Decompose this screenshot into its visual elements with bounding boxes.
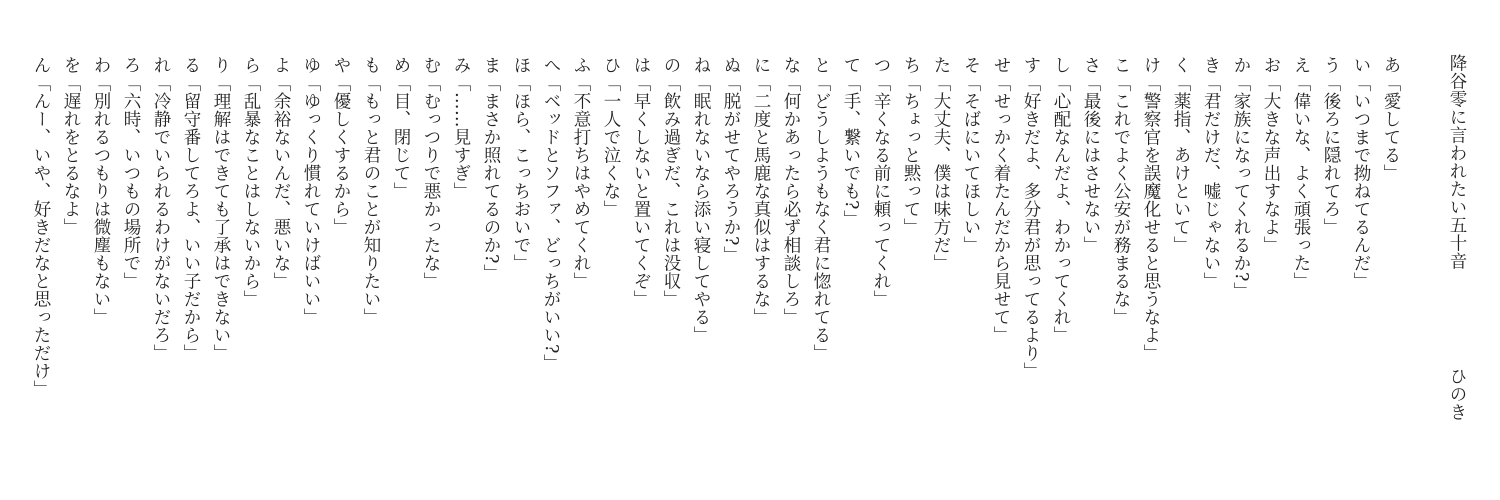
entry-quote: 「好きだよ、多分君が思ってるより」 <box>1021 74 1041 380</box>
gojuon-entry-は <box>626 56 656 488</box>
gojuon-entry-た <box>926 56 956 488</box>
entry-kana: お <box>1261 56 1281 74</box>
entry-kana: め <box>391 56 411 74</box>
entry-kana: ひ <box>601 56 621 74</box>
entry-kana: よ <box>271 56 291 74</box>
gojuon-entry-へ <box>536 56 566 488</box>
page-title: 降谷零に言われたい五十音 <box>1447 54 1467 270</box>
gojuon-entry-ん <box>26 56 56 488</box>
gojuon-entry-む <box>416 56 446 488</box>
entry-quote: 「眠れないなら添い寝してやる」 <box>691 74 711 344</box>
gojuon-entry-え <box>1286 56 1316 488</box>
gojuon-entry-な <box>776 56 806 488</box>
entry-quote: 「冷静でいられるわけがないだろ」 <box>151 74 171 362</box>
gojuon-entry-か <box>1226 56 1256 488</box>
entry-kana: わ <box>91 56 111 74</box>
entry-kana: ま <box>481 56 501 74</box>
gojuon-entry-け <box>1136 56 1166 488</box>
entry-quote: 「君だけだ、嘘じゃない」 <box>1201 74 1221 290</box>
entry-quote: 「愛してる」 <box>1381 74 1401 182</box>
entry-kana: し <box>1051 56 1071 74</box>
entry-quote: 「乱暴なことはしないから」 <box>241 74 261 308</box>
gojuon-entry-の <box>656 56 686 488</box>
entry-quote: 「せっかく着たんだから見せて」 <box>991 74 1011 344</box>
entry-quote: 「目、閉じて」 <box>391 74 411 200</box>
entry-kana: ゆ <box>301 56 321 74</box>
entry-quote: 「留守番してろよ、いい子だから」 <box>181 74 201 362</box>
entry-quote: 「遅れをとるなよ」 <box>61 74 81 236</box>
gojuon-entry-と <box>806 56 836 488</box>
gojuon-entry-ほ <box>506 56 536 488</box>
entry-quote: 「どうしようもなく君に惚れてる」 <box>811 74 831 362</box>
entry-quote: 「余裕ないんだ、悪いな」 <box>271 74 291 290</box>
entry-kana: た <box>931 56 951 74</box>
entry-kana: み <box>451 56 471 74</box>
entry-quote: 「理解はできても了承はできない」 <box>211 74 231 362</box>
entry-quote: 「大丈夫、僕は味方だ」 <box>931 74 951 272</box>
entry-kana: ち <box>901 56 921 74</box>
entry-quote: 「薬指、あけといて」 <box>1171 74 1191 254</box>
gojuon-entry-ろ <box>116 56 146 488</box>
entry-quote: 「警察官を誤魔化せると思うなよ」 <box>1141 74 1161 362</box>
entry-quote: 「六時、いつもの場所で」 <box>121 74 141 290</box>
entry-kana: き <box>1201 56 1221 74</box>
entry-quote: 「ほら、こっちおいで」 <box>511 74 531 272</box>
gojuon-entry-も <box>356 56 386 488</box>
entry-quote: 「まさか照れてるのか?」 <box>481 74 501 282</box>
entry-kana: ほ <box>511 56 531 74</box>
entry-kana: と <box>811 56 831 74</box>
entry-quote: 「んー、いや、好きだなと思っただけ」 <box>31 74 51 398</box>
gojuon-entry-り <box>206 56 236 488</box>
gojuon-entry-や <box>326 56 356 488</box>
entry-quote: 「もっと君のことが知りたい」 <box>361 74 381 326</box>
entry-quote: 「むっつりで悪かったな」 <box>421 74 441 290</box>
entry-quote: 「何かあったら必ず相談しろ」 <box>781 74 801 326</box>
gojuon-entry-ら <box>236 56 266 488</box>
entry-kana: せ <box>991 56 1011 74</box>
entry-quote: 「そばにいてほしい」 <box>961 74 981 254</box>
gojuon-entry-わ <box>86 56 116 488</box>
entry-quote: 「いつまで拗ねてるんだ」 <box>1351 74 1371 290</box>
gojuon-entry-あ <box>1376 56 1406 488</box>
author-name: ひのき <box>1447 367 1467 421</box>
entry-kana: む <box>421 56 441 74</box>
entry-quote: 「後ろに隠れてろ」 <box>1321 74 1341 236</box>
gojuon-entry-よ <box>266 56 296 488</box>
gojuon-entry-い <box>1346 56 1376 488</box>
entry-kana: や <box>331 56 351 74</box>
gojuon-entry-さ <box>1076 56 1106 488</box>
entry-kana: も <box>361 56 381 74</box>
gojuon-entry-ね <box>686 56 716 488</box>
entry-kana: つ <box>871 56 891 74</box>
entry-quote: 「これでよく公安が務まるな」 <box>1111 74 1131 326</box>
entry-quote: 「心配なんだよ、わかってくれ」 <box>1051 74 1071 344</box>
entry-kana: う <box>1321 56 1341 74</box>
entry-kana: く <box>1171 56 1191 74</box>
entry-quote: 「優しくするから」 <box>331 74 351 236</box>
entry-kana: ん <box>31 56 51 74</box>
entry-kana: に <box>751 56 771 74</box>
entry-quote: 「辛くなる前に頼ってくれ」 <box>871 74 891 308</box>
entry-kana: て <box>841 56 861 74</box>
gojuon-entry-ち <box>896 56 926 488</box>
entry-quote: 「ちょっと黙って」 <box>901 74 921 236</box>
entry-quote: 「ベッドとソファ、どっちがいい?」 <box>541 74 561 372</box>
gojuon-entry-に <box>746 56 776 488</box>
entry-kana: る <box>181 56 201 74</box>
entry-kana: あ <box>1381 56 1401 74</box>
entry-kana: へ <box>541 56 561 74</box>
entry-quote: 「家族になってくれるか?」 <box>1231 74 1251 300</box>
entry-kana: か <box>1231 56 1251 74</box>
gojuon-entries <box>26 56 1406 488</box>
entry-quote: 「手、繋いでも?」 <box>841 74 861 228</box>
entry-kana: は <box>631 56 651 74</box>
entry-kana: こ <box>1111 56 1131 74</box>
entry-kana: な <box>781 56 801 74</box>
entry-quote: 「……見すぎ」 <box>451 74 471 200</box>
gojuon-entry-ひ <box>596 56 626 488</box>
gojuon-entry-ま <box>476 56 506 488</box>
entry-kana: れ <box>151 56 171 74</box>
entry-kana: え <box>1291 56 1311 74</box>
entry-quote: 「二度と馬鹿な真似はするな」 <box>751 74 771 326</box>
gojuon-entry-つ <box>866 56 896 488</box>
gojuon-entry-そ <box>956 56 986 488</box>
gojuon-entry-ふ <box>566 56 596 488</box>
gojuon-entry-し <box>1046 56 1076 488</box>
entry-kana: ぬ <box>721 56 741 74</box>
entry-kana: ふ <box>571 56 591 74</box>
gojuon-entry-め <box>386 56 416 488</box>
gojuon-entry-て <box>836 56 866 488</box>
entry-quote: 「一人で泣くな」 <box>601 74 621 218</box>
entry-quote: 「飲み過ぎだ、これは没収」 <box>661 74 681 308</box>
gojuon-entry-う <box>1316 56 1346 488</box>
gojuon-entry-ゆ <box>296 56 326 488</box>
entry-kana: を <box>61 56 81 74</box>
entry-quote: 「偉いな、よく頑張った」 <box>1291 74 1311 290</box>
entry-kana: の <box>661 56 681 74</box>
entry-kana: そ <box>961 56 981 74</box>
entry-kana: ろ <box>121 56 141 74</box>
entry-quote: 「別れるつもりは微塵もない」 <box>91 74 111 326</box>
entry-kana: け <box>1141 56 1161 74</box>
entry-quote: 「早くしないと置いてくぞ」 <box>631 74 651 308</box>
gojuon-entry-き <box>1196 56 1226 488</box>
gojuon-entry-す <box>1016 56 1046 488</box>
entry-kana: さ <box>1081 56 1101 74</box>
entry-kana: り <box>211 56 231 74</box>
entry-kana: ら <box>241 56 261 74</box>
gojuon-entry-み <box>446 56 476 488</box>
gojuon-entry-る <box>176 56 206 488</box>
gojuon-entry-せ <box>986 56 1016 488</box>
gojuon-entry-こ <box>1106 56 1136 488</box>
gojuon-entry-ぬ <box>716 56 746 488</box>
gojuon-entry-れ <box>146 56 176 488</box>
entry-quote: 「最後にはさせない」 <box>1081 74 1101 254</box>
entry-kana: す <box>1021 56 1041 74</box>
entry-kana: ね <box>691 56 711 74</box>
entry-quote: 「大きな声出すなよ」 <box>1261 74 1281 254</box>
entry-quote: 「ゆっくり慣れていけばいい」 <box>301 74 321 326</box>
gojuon-entry-お <box>1256 56 1286 488</box>
entry-quote: 「不意打ちはやめてくれ」 <box>571 74 591 290</box>
gojuon-entry-く <box>1166 56 1196 488</box>
gojuon-entry-を <box>56 56 86 488</box>
entry-quote: 「脱がせてやろうか?」 <box>721 74 741 264</box>
entry-kana: い <box>1351 56 1371 74</box>
